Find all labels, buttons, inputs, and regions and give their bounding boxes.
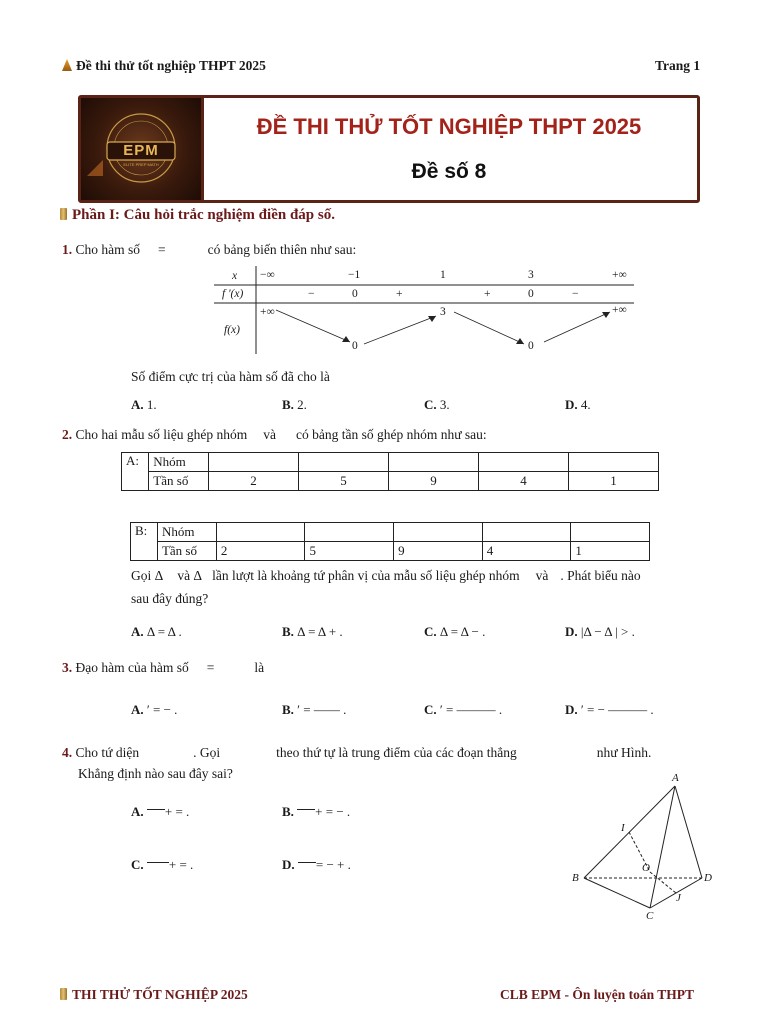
gold-bullet-icon [60, 988, 67, 1000]
q2-body-line2: sau đây đúng? [131, 591, 209, 606]
q4-option-d[interactable]: D. = − + . [282, 857, 351, 872]
gold-bullet-icon [60, 208, 67, 220]
q1-option-a[interactable]: A. 1. [131, 397, 157, 412]
q1-option-d[interactable]: D. 4. [565, 397, 591, 412]
q2-option-a[interactable]: A. Δ = Δ . [131, 624, 182, 639]
footer-right: CLB EPM - Ôn luyện toán THPT [500, 987, 695, 1002]
q1-option-c[interactable]: C. 3. [424, 397, 450, 412]
flame-icon [62, 59, 72, 71]
page-number: Trang 1 [655, 58, 701, 73]
q3-stem: 3. Đạo hàm của hàm số = là [62, 660, 265, 675]
banner-title: ĐỀ THI THỬ TỐT NGHIỆP THPT 2025 [256, 114, 642, 139]
frequency-table-a: A: Nhóm Tần số 2 5 9 4 1 [121, 452, 659, 491]
frequency-table-b: B: Nhóm Tần số 2 5 9 4 1 [130, 522, 650, 561]
q3-option-d[interactable]: D. ′ = − ——— . [565, 702, 654, 717]
section-title: Phần I: Câu hỏi trắc nghiệm điền đáp số. [60, 207, 335, 224]
epm-logo: EPM ELITE PREP MATH [81, 98, 201, 200]
q4-option-c[interactable]: C. + = . [131, 857, 194, 872]
q4-stem: 4. Cho tứ diện . Gọi theo thứ tự là trung điểm của các đoạn thẳng như Hình. [62, 745, 652, 760]
q1-question: Số điểm cực trị của hàm số đã cho là [131, 369, 330, 384]
page-header-title: Đề thi thử tốt nghiệp THPT 2025 [62, 58, 266, 74]
q3-option-c[interactable]: C. ′ = ——— . [424, 702, 503, 717]
q4-option-a[interactable]: A. + = . [131, 804, 190, 819]
q4-body-line2: Khẳng định nào sau đây sai? [78, 766, 233, 781]
q2-option-c[interactable]: C. Δ = Δ − . [424, 624, 486, 639]
banner-subtitle: Đề số 8 [411, 160, 487, 183]
q3-option-a[interactable]: A. ′ = − . [131, 702, 178, 717]
q4-option-b[interactable]: B. + = − . [282, 804, 351, 819]
variation-table-labels: x f '(x) f(x) −∞ −1 1 3 +∞ − 0 + + 0 − +∞ 0 3 0 +∞ [222, 269, 627, 352]
q2-option-b[interactable]: B. Δ = Δ + . [282, 624, 343, 639]
footer-left: THI THỬ TỐT NGHIỆP 2025 [60, 987, 248, 1003]
q2-stem: 2. Cho hai mẫu số liệu ghép nhóm và có bảng tần số ghép nhóm như sau: [62, 427, 487, 442]
banner-divider [201, 98, 204, 200]
tetrahedron-labels: A B C D I J O [572, 772, 712, 922]
exam-banner [78, 95, 700, 203]
q2-option-d[interactable]: D. |Δ − Δ | > . [565, 624, 635, 639]
q3-option-b[interactable]: B. ′ = —— . [282, 702, 347, 717]
q2-body: Gọi Δ và Δ lần lượt là khoảng tứ phân vị của mẫu số liệu ghép nhóm và . Phát biểu nào [131, 568, 641, 583]
q1-option-b[interactable]: B. 2. [282, 397, 307, 412]
q1-stem: 1. Cho hàm số = có bảng biến thiên như sau: [62, 242, 357, 257]
